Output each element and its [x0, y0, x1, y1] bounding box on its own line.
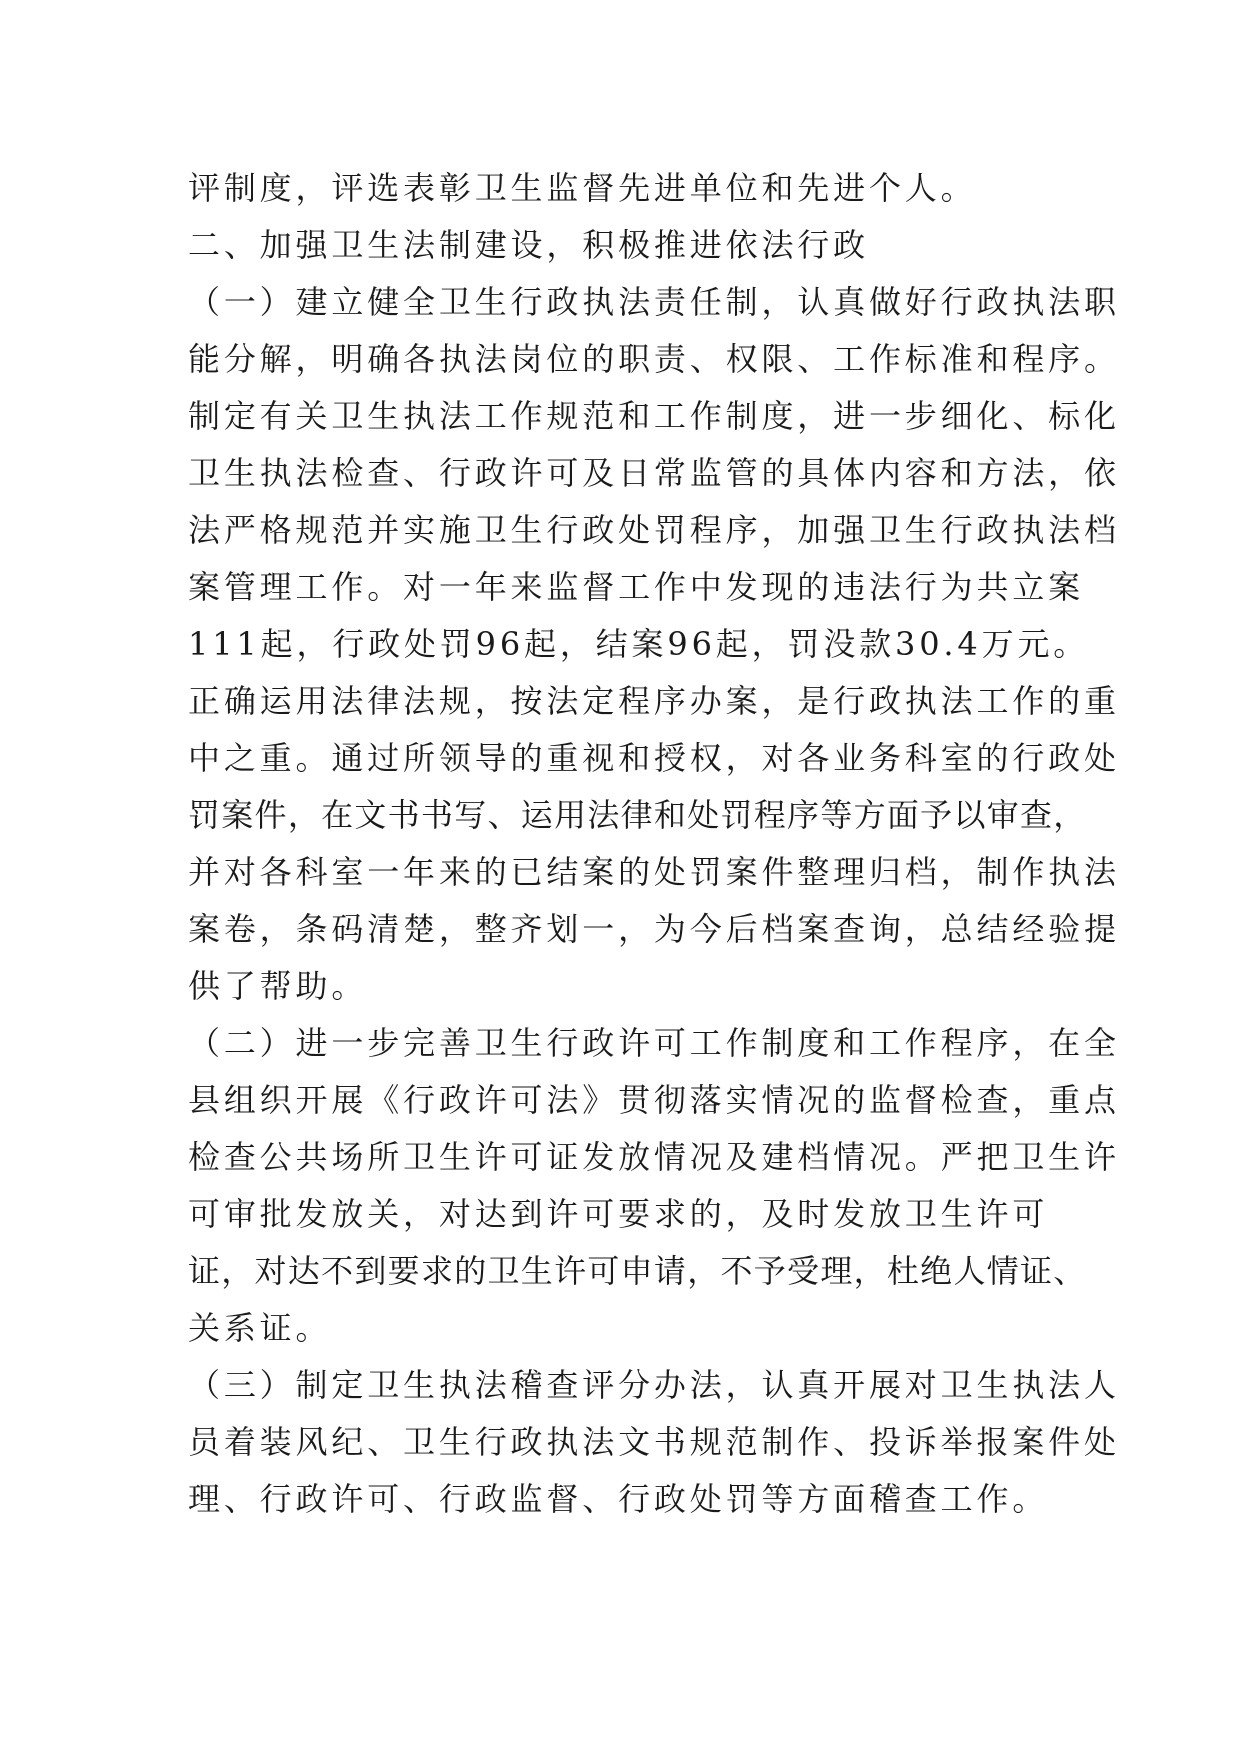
text-line: 能分解，明确各执法岗位的职责、权限、工作标准和程序。	[188, 340, 1120, 378]
text-line: 可审批发放关，对达到许可要求的，及时发放卫生许可	[188, 1195, 1049, 1233]
text-line: 县组织开展《行政许可法》贯彻落实情况的监督检查，重点	[188, 1081, 1120, 1119]
text-line: （二）进一步完善卫生行政许可工作制度和工作程序，在全	[188, 1024, 1120, 1062]
text-line: 供了帮助。	[188, 967, 368, 1005]
text-line: 检查公共场所卫生许可证发放情况及建档情况。严把卫生许	[188, 1138, 1120, 1176]
text-line: 卫生执法检查、行政许可及日常监管的具体内容和方法，依	[188, 454, 1120, 492]
text-line: 案管理工作。对一年来监督工作中发现的违法行为共立案	[188, 568, 1085, 606]
text-line: 111起，行政处罚96起，结案96起，罚没款30.4万元。	[188, 625, 1090, 663]
text-line: 评制度，评选表彰卫生监督先进单位和先进个人。	[188, 169, 977, 207]
text-line: （一）建立健全卫生行政执法责任制，认真做好行政执法职	[188, 283, 1120, 321]
text-line: 正确运用法律法规，按法定程序办案，是行政执法工作的重	[188, 682, 1120, 720]
text-line: 法严格规范并实施卫生行政处罚程序，加强卫生行政执法档	[188, 511, 1120, 549]
text-line: 并对各科室一年来的已结案的处罚案件整理归档，制作执法	[188, 853, 1120, 891]
text-line: 关系证。	[188, 1309, 332, 1347]
text-line: 证，对达不到要求的卫生许可申请，不予受理，杜绝人情证、	[188, 1252, 1087, 1290]
text-line: 罚案件，在文书书写、运用法律和处罚程序等方面予以审查，	[188, 796, 1087, 834]
text-line: （三）制定卫生执法稽查评分办法，认真开展对卫生执法人	[188, 1366, 1120, 1404]
text-line: 制定有关卫生执法工作规范和工作制度，进一步细化、标化	[188, 397, 1120, 435]
text-line: 理、行政许可、行政监督、行政处罚等方面稽查工作。	[188, 1480, 1049, 1518]
section-heading: 二、加强卫生法制建设，积极推进依法行政	[188, 226, 869, 264]
text-line: 员着装风纪、卫生行政执法文书规范制作、投诉举报案件处	[188, 1423, 1120, 1461]
text-line: 案卷，条码清楚，整齐划一，为今后档案查询，总结经验提	[188, 910, 1120, 948]
text-line: 中之重。通过所领导的重视和授权，对各业务科室的行政处	[188, 739, 1120, 777]
